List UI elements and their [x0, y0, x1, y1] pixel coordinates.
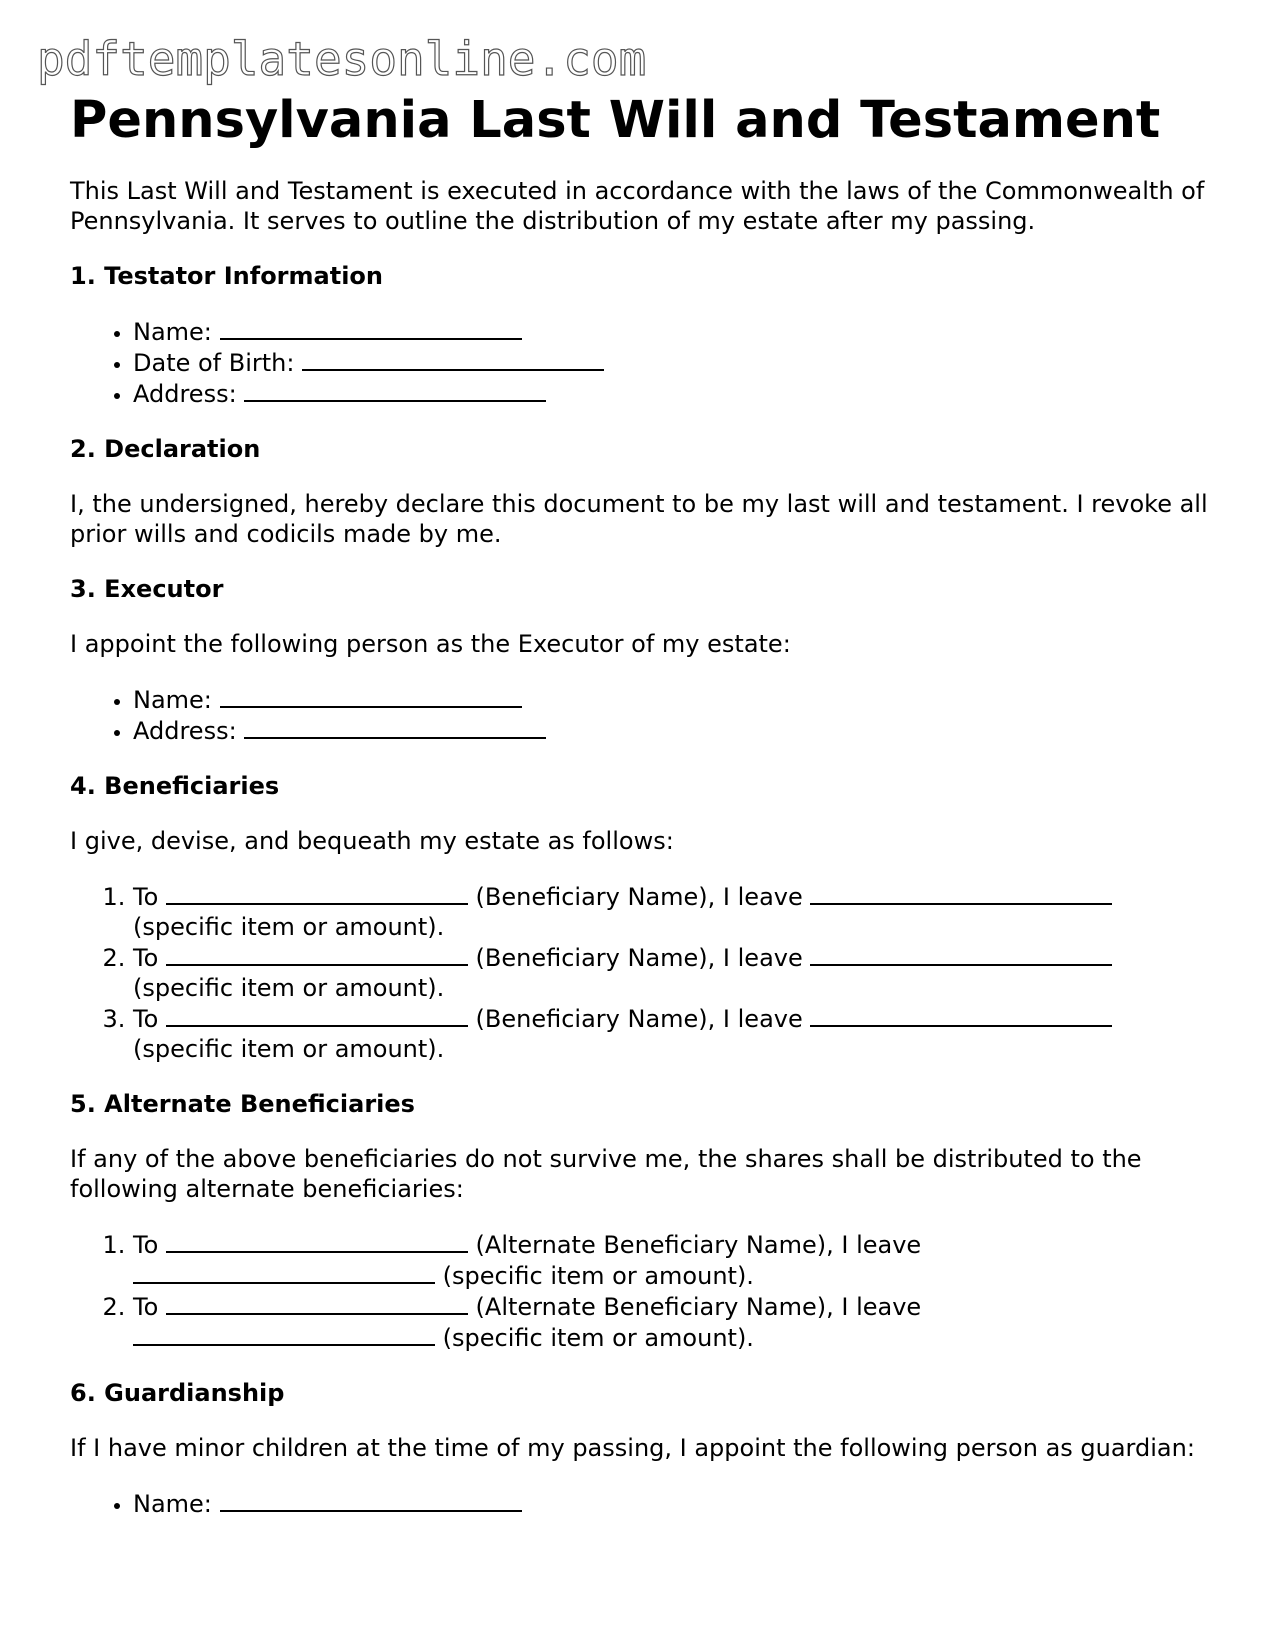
guardian-name-blank[interactable] — [220, 1488, 522, 1512]
list-item — [133, 347, 1220, 378]
beneficiary-name-blank[interactable] — [166, 881, 468, 905]
testator-name-blank[interactable] — [220, 316, 522, 340]
list-item — [133, 684, 1220, 715]
section-heading-testator: 1. Testator Information — [70, 262, 383, 290]
alternate-name-blank[interactable] — [166, 1291, 468, 1315]
field-label: Name: — [133, 686, 212, 714]
executor-paragraph: I appoint the following person as the Executor of my estate: — [70, 630, 791, 658]
executor-field-list — [70, 684, 1220, 746]
list-item — [133, 715, 1220, 746]
alternate-beneficiary-list — [70, 1229, 1220, 1353]
item-prefix: To — [133, 883, 159, 911]
item-prefix: To — [133, 1293, 159, 1321]
alternate-bequest-blank[interactable] — [133, 1260, 435, 1284]
item-prefix: To — [133, 944, 159, 972]
bequest-blank[interactable] — [810, 881, 1112, 905]
document-body — [70, 88, 1220, 1519]
item-suffix: (specific item or amount). — [442, 1324, 754, 1352]
field-label: Date of Birth: — [133, 349, 295, 377]
guardian-field-list — [70, 1488, 1220, 1519]
section-heading-alternates: 5. Alternate Beneficiaries — [70, 1090, 415, 1118]
list-item — [133, 378, 1220, 409]
guardianship-paragraph: If I have minor children at the time of my passing, I appoint the following person as guardian: — [70, 1434, 1195, 1462]
list-item — [133, 1229, 1220, 1291]
beneficiary-list — [70, 881, 1220, 1064]
alternate-name-blank[interactable] — [166, 1229, 468, 1253]
item-middle: (Beneficiary Name), I leave — [475, 1005, 803, 1033]
item-middle: (Alternate Beneficiary Name), I leave — [475, 1231, 922, 1259]
field-label: Address: — [133, 717, 237, 745]
item-suffix: (specific item or amount). — [133, 913, 445, 941]
list-item — [133, 316, 1220, 347]
field-label: Name: — [133, 318, 212, 346]
list-item — [133, 942, 1220, 1003]
field-label: Name: — [133, 1490, 212, 1518]
section-heading-beneficiaries: 4. Beneficiaries — [70, 772, 280, 800]
testator-dob-blank[interactable] — [302, 347, 604, 371]
item-suffix: (specific item or amount). — [442, 1262, 754, 1290]
list-item — [133, 881, 1220, 942]
list-item — [133, 1291, 1220, 1353]
bequest-blank[interactable] — [810, 1003, 1112, 1027]
declaration-paragraph: I, the undersigned, hereby declare this document to be my last will and testament. I revoke all prior wills and codicils made by me. — [70, 490, 1208, 548]
list-item — [133, 1488, 1220, 1519]
page-title: Pennsylvania Last Will and Testament — [70, 91, 1161, 150]
testator-address-blank[interactable] — [244, 378, 546, 402]
beneficiary-name-blank[interactable] — [166, 1003, 468, 1027]
testator-field-list — [70, 316, 1220, 409]
section-heading-guardianship: 6. Guardianship — [70, 1379, 285, 1407]
list-item — [133, 1003, 1220, 1064]
item-prefix: To — [133, 1231, 159, 1259]
item-suffix: (specific item or amount). — [133, 974, 445, 1002]
item-middle: (Alternate Beneficiary Name), I leave — [475, 1293, 922, 1321]
intro-paragraph: This Last Will and Testament is executed in accordance with the laws of the Commonwealth of Pennsylvania. It serves to outline the distribution of my estate after my passing. — [70, 177, 1205, 235]
executor-name-blank[interactable] — [220, 684, 522, 708]
executor-address-blank[interactable] — [244, 715, 546, 739]
alternate-bequest-blank[interactable] — [133, 1322, 435, 1346]
beneficiaries-paragraph: I give, devise, and bequeath my estate as follows: — [70, 827, 674, 855]
field-label: Address: — [133, 380, 237, 408]
alternates-paragraph: If any of the above beneficiaries do not survive me, the shares shall be distributed to the following alternate beneficiaries: — [70, 1145, 1142, 1203]
watermark: pdftemplatesonline.com — [37, 32, 647, 86]
bequest-blank[interactable] — [810, 942, 1112, 966]
item-suffix: (specific item or amount). — [133, 1035, 445, 1063]
item-prefix: To — [133, 1005, 159, 1033]
beneficiary-name-blank[interactable] — [166, 942, 468, 966]
item-middle: (Beneficiary Name), I leave — [475, 883, 803, 911]
section-heading-declaration: 2. Declaration — [70, 435, 261, 463]
section-heading-executor: 3. Executor — [70, 575, 224, 603]
item-middle: (Beneficiary Name), I leave — [475, 944, 803, 972]
